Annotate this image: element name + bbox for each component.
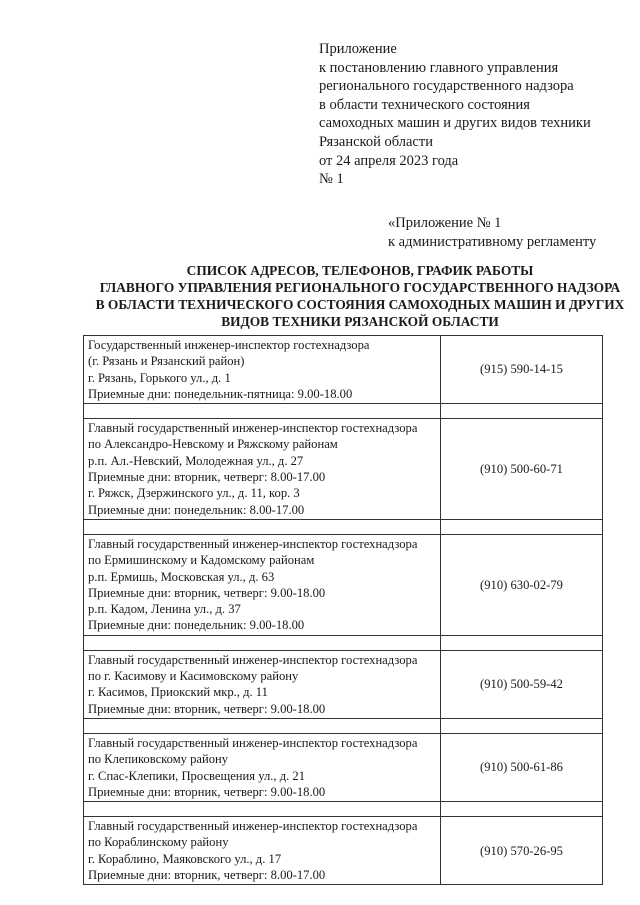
office-info-cell [84, 733, 441, 801]
office-line: р.п. Кадом, Ленина ул., д. 37 [88, 602, 241, 617]
spacer-row [84, 519, 603, 534]
office-line: по Кораблинскому району [88, 835, 229, 850]
office-info-cell [84, 650, 441, 718]
office-info-cell [84, 336, 441, 404]
annex-line: к административному регламенту [388, 233, 597, 250]
title-line: В ОБЛАСТИ ТЕХНИЧЕСКОГО СОСТОЯНИЯ САМОХОДНЫХ МАШИН И ДРУГИХ [95, 297, 625, 312]
table-row [84, 817, 603, 885]
office-line: р.п. Ал.-Невский, Молодежная ул., д. 27 [88, 453, 304, 468]
annex-line: «Приложение № 1 [388, 215, 502, 231]
phone-cell: (910) 500-61-86 [441, 733, 603, 801]
table-row [84, 733, 603, 801]
title-line: СПИСОК АДРЕСОВ, ТЕЛЕФОНОВ, ГРАФИК РАБОТЫ [186, 263, 534, 278]
office-info-cell [84, 419, 441, 520]
annex-reference [388, 214, 596, 251]
title-line: ГЛАВНОГО УПРАВЛЕНИЯ РЕГИОНАЛЬНОГО ГОСУДАРСТВЕННОГО НАДЗОРА [99, 280, 621, 295]
office-line: по Александро-Невскому и Ряжскому районам [88, 437, 338, 452]
office-line: г. Спас-Клепики, Просвещения ул., д. 21 [88, 768, 305, 783]
header-line: от 24 апреля 2023 года [319, 152, 459, 169]
document-header [319, 40, 591, 189]
office-line: Государственный инженер-инспектор гостехнадзора [88, 338, 370, 352]
header-line: в области технического состояния [319, 96, 530, 113]
office-line: Главный государственный инженер-инспектор гостехнадзора [88, 421, 418, 436]
office-line: Главный государственный инженер-инспектор гостехнадзора [88, 652, 418, 667]
table-row [84, 650, 603, 718]
office-line: Главный государственный инженер-инспектор гостехнадзора [88, 536, 418, 551]
spacer-row [84, 802, 603, 817]
table-row [84, 336, 603, 404]
phone-cell: (910) 570-26-95 [441, 817, 603, 885]
office-line: г. Ряжск, Дзержинского ул., д. 11, кор. 3 [88, 486, 300, 501]
office-line: Приемные дни: вторник, четверг: 9.00-18.00 [88, 701, 326, 716]
office-line: Приемные дни: вторник, четверг: 9.00-18.00 [88, 784, 326, 799]
header-line: № 1 [319, 171, 344, 188]
office-line: по Ермишинскому и Кадомскому районам [88, 553, 315, 568]
spacer-row [84, 718, 603, 733]
office-line: по г. Касимову и Касимовскому району [88, 669, 299, 684]
office-line: Приемные дни: понедельник-пятница: 9.00-18.00 [88, 386, 353, 401]
office-line: г. Кораблино, Маяковского ул., д. 17 [88, 851, 282, 866]
office-line: (г. Рязань и Рязанский район) [88, 354, 245, 369]
office-line: Приемные дни: понедельник: 9.00-18.00 [88, 618, 305, 633]
office-info-cell [84, 534, 441, 635]
contacts-table [83, 335, 603, 885]
spacer-row [84, 404, 603, 419]
office-line: Приемные дни: вторник, четверг: 9.00-18.00 [88, 585, 326, 600]
office-line: Приемные дни: вторник, четверг: 8.00-17.00 [88, 868, 326, 883]
header-line: Рязанской области [319, 133, 433, 150]
spacer-row [84, 635, 603, 650]
office-line: г. Рязань, Горького ул., д. 1 [88, 370, 231, 385]
office-line: г. Касимов, Приокский мкр., д. 11 [88, 685, 268, 700]
header-line: самоходных машин и других видов техники [319, 115, 591, 132]
phone-cell: (910) 630-02-79 [441, 534, 603, 635]
office-line: Главный государственный инженер-инспектор гостехнадзора [88, 819, 418, 834]
header-line: к постановлению главного управления [319, 59, 559, 76]
phone-cell: (910) 500-59-42 [441, 650, 603, 718]
office-line: Приемные дни: вторник, четверг: 8.00-17.00 [88, 470, 326, 485]
phone-cell: (910) 500-60-71 [441, 419, 603, 520]
office-line: р.п. Ермишь, Московская ул., д. 63 [88, 569, 275, 584]
office-info-cell [84, 817, 441, 885]
office-line: Главный государственный инженер-инспектор гостехнадзора [88, 735, 418, 750]
table-row [84, 534, 603, 635]
office-line: Приемные дни: понедельник: 8.00-17.00 [88, 502, 305, 517]
document-title [60, 262, 640, 330]
phone-cell: (915) 590-14-15 [441, 336, 603, 404]
office-line: по Клепиковскому району [88, 752, 229, 767]
header-line: Приложение [319, 41, 397, 57]
header-line: регионального государственного надзора [319, 78, 574, 95]
table-row [84, 419, 603, 520]
title-line: ВИДОВ ТЕХНИКИ РЯЗАНСКОЙ ОБЛАСТИ [221, 314, 499, 329]
